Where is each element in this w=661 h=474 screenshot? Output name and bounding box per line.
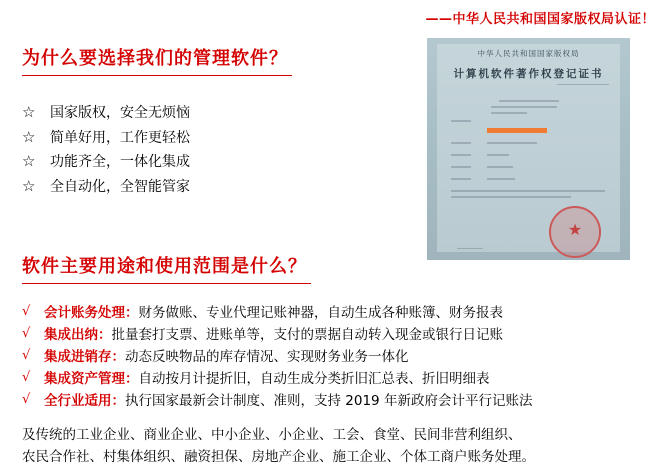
check-icon: √ <box>22 347 31 363</box>
star-icon: ☆ <box>22 127 36 146</box>
certificate-text-line <box>451 154 471 156</box>
star-icon: ☆ <box>22 152 36 171</box>
feature-list <box>22 100 190 198</box>
usage-item <box>22 366 532 388</box>
feature-text: 全自动化，全智能管家 <box>50 178 190 195</box>
usage-term: 集成出纳： <box>44 327 112 343</box>
usage-item <box>22 344 532 366</box>
feature-item <box>22 125 190 150</box>
usage-term: 全行业适用： <box>44 393 125 409</box>
seal-star-icon: ★ <box>567 220 583 239</box>
certificate-text-line <box>487 154 509 156</box>
certificate-text-line <box>499 100 559 102</box>
feature-item <box>22 100 190 125</box>
check-icon: √ <box>22 303 31 319</box>
section-title-why-text: 为什么要选择我们的管理软件？ <box>22 48 288 69</box>
copyright-certificate-image <box>427 38 630 260</box>
certificate-text-line <box>451 178 471 180</box>
usage-text: 财务做账、专业代理记账神器，自动生成各种账簿、财务报表 <box>138 305 503 321</box>
check-icon: √ <box>22 325 31 341</box>
feature-text: 简单好用，工作更轻松 <box>50 129 190 146</box>
usage-continuation-line: 农民合作社、村集体组织、融资担保、房地产企业、施工企业、个体工商户账务处理。 <box>22 449 535 465</box>
usage-text: 动态反映物品的库存情况、实现财务业务一体化 <box>125 349 409 365</box>
certificate-text-line <box>487 178 515 180</box>
certificate-title: 计算机软件著作权登记证书 <box>453 68 604 80</box>
section-title-usage <box>22 252 307 278</box>
usage-item <box>22 300 532 322</box>
certificate-text-line <box>451 120 471 122</box>
certificate-text-line <box>451 142 471 144</box>
check-icon: √ <box>22 391 31 407</box>
feature-text: 功能齐全，一体化集成 <box>50 154 190 171</box>
usage-text: 自动按月计提折旧，自动生成分类折旧汇总表、折旧明细表 <box>138 371 490 387</box>
usage-text: 批量套打支票、进账单等，支付的票据自动转入现金或银行日记账 <box>111 327 503 343</box>
certificate-text-line <box>557 84 609 85</box>
official-seal <box>549 206 601 258</box>
star-icon: ☆ <box>22 176 36 195</box>
certificate-paper <box>437 44 620 252</box>
section-title-why <box>22 44 288 70</box>
certificate-text-line <box>451 196 571 198</box>
usage-item <box>22 322 532 344</box>
certificate-text-line <box>491 106 557 108</box>
feature-item <box>22 149 190 174</box>
title-underline <box>22 283 311 284</box>
certificate-text-line <box>491 112 527 114</box>
feature-text: 国家版权，安全无烦恼 <box>50 105 190 122</box>
certificate-redaction <box>487 128 547 133</box>
usage-item <box>22 388 532 410</box>
title-underline <box>22 75 292 76</box>
usage-list <box>22 300 532 410</box>
usage-continuation-line: 及传统的工业企业、商业企业、中小企业、小企业、工会、食堂、民间非营利组织、 <box>22 427 522 443</box>
section-title-usage-text: 软件主要用途和使用范围是什么？ <box>22 256 307 277</box>
check-icon: √ <box>22 369 31 385</box>
usage-text: 执行国家最新会计制度、准则，支持 2019 年新政府会计平行记账法 <box>125 393 533 409</box>
usage-term: 集成进销存： <box>44 349 125 365</box>
certificate-text-line <box>451 166 471 168</box>
feature-item <box>22 174 190 199</box>
certification-note: ——中华人民共和国国家版权局认证！ <box>425 12 655 27</box>
usage-term: 会计账务处理： <box>44 305 139 321</box>
certificate-text-line <box>451 190 605 192</box>
certificate-issuer: 中华人民共和国国家版权局 <box>477 49 580 58</box>
certificate-text-line <box>457 248 483 249</box>
certificate-text-line <box>487 142 537 144</box>
star-icon: ☆ <box>22 103 36 122</box>
usage-term: 集成资产管理： <box>44 371 139 387</box>
certificate-text-line <box>487 166 513 168</box>
